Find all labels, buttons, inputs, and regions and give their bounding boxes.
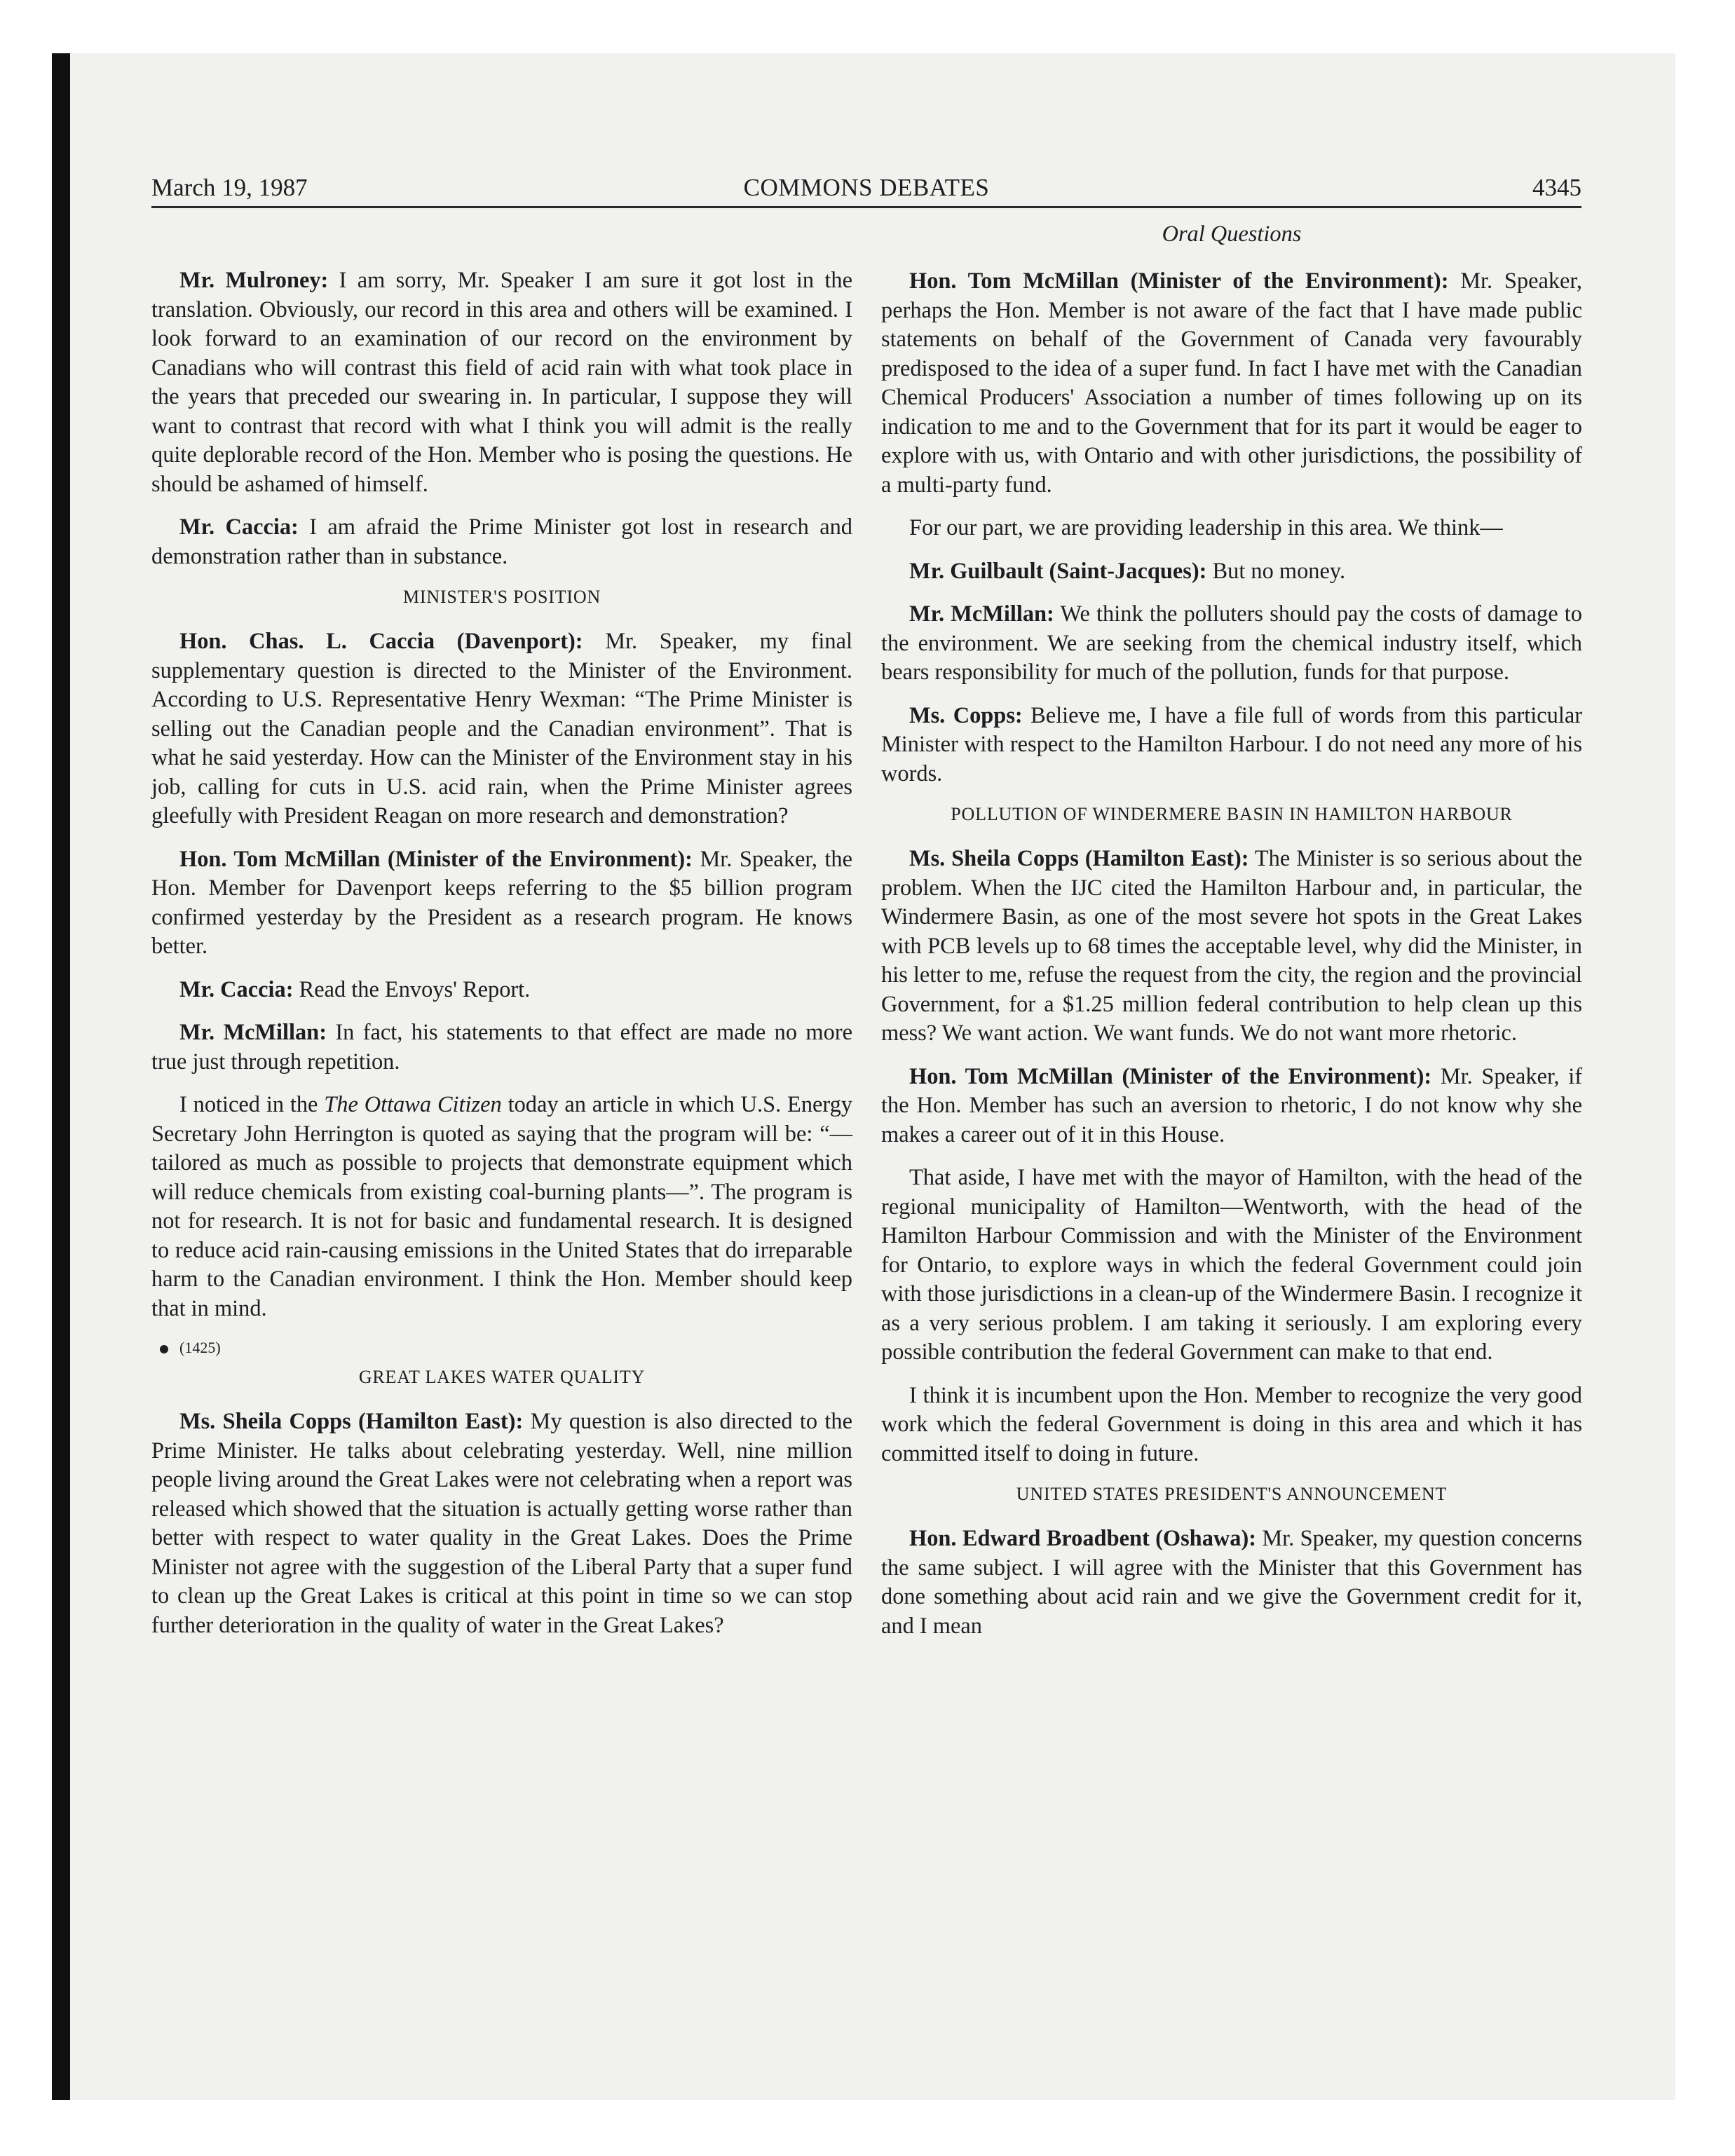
paragraph xyxy=(151,845,852,962)
speech-text: Mr. Speaker, my final supplementary question is directed to the Minister of the Environment. According to U.S. Representative Henry Wexman: “The Prime Minister is selling out the Canadian people and the Canadian environment”. That is what he said yesterday. How can the Minister of the Environment stay in his job, calling for cuts in U.S. acid rain, when the Prime Minister agrees gleefully with President Reagan on more research and demonstration? xyxy=(151,629,852,828)
speaker-name: Mr. McMillan: xyxy=(909,601,1054,627)
speech-text: In fact, his statements to that effect are made no more true just through repetition. xyxy=(151,1020,852,1074)
section-heading: POLLUTION OF WINDERMERE BASIN IN HAMILTON HARBOUR xyxy=(951,804,1513,824)
speech-text: Mr. Speaker, the Hon. Member for Davenport keeps referring to the $5 billion program confirmed yesterday by the President as a research program. He knows better. xyxy=(151,846,852,959)
paragraph xyxy=(881,702,1582,789)
speaker-name: Hon. Tom McMillan (Minister of the Environment): xyxy=(909,1063,1432,1089)
speech-text: But no money. xyxy=(1206,558,1346,584)
header-date: March 19, 1987 xyxy=(151,174,308,201)
paragraph xyxy=(151,1091,852,1323)
paragraph xyxy=(151,266,852,499)
scan-edge xyxy=(52,53,70,2100)
paragraph xyxy=(151,1407,852,1640)
paragraph xyxy=(881,557,1582,587)
column-spacer xyxy=(151,220,852,266)
speech-text: I am afraid the Prime Minister got lost in research and demonstration rather than in substance. xyxy=(151,514,852,569)
paragraph xyxy=(881,600,1582,688)
speaker-name: Hon. Tom McMillan (Minister of the Environment): xyxy=(179,846,693,872)
speaker-name: Ms. Sheila Copps (Hamilton East): xyxy=(179,1409,524,1434)
paragraph xyxy=(881,1381,1582,1469)
speaker-name: Ms. Sheila Copps (Hamilton East): xyxy=(909,846,1249,871)
bullet-icon xyxy=(160,1345,168,1353)
time-marker xyxy=(160,1337,852,1358)
section-heading: UNITED STATES PRESIDENT'S ANNOUNCEMENT xyxy=(1016,1484,1448,1504)
speech-text: Mr. Speaker, perhaps the Hon. Member is not aware of the fact that I have made public statements on behalf of the Government of Canada very favourably predisposed to the idea of a super fund. In fact I have met with the Canadian Chemical Producers' Association a number of times following up on its indication to me and to the Government that for its part it would be eager to explore with us, with Ontario and with other jurisdictions, the possibility of a multi-party fund. xyxy=(881,268,1583,498)
section-heading: GREAT LAKES WATER QUALITY xyxy=(358,1367,646,1387)
speaker-name: Hon. Chas. L. Caccia (Davenport): xyxy=(179,629,583,654)
speech-text: We think the polluters should pay the costs of damage to the environment. We are seeking from the chemical industry itself, which bears responsibility for much of the pollution, funds for that purpose. xyxy=(881,601,1583,685)
paragraph xyxy=(881,1524,1582,1641)
section-heading: MINISTER'S POSITION xyxy=(402,587,601,607)
speaker-name: Hon. Tom McMillan (Minister of the Environment): xyxy=(909,268,1449,294)
speaker-name: Mr. Guilbault (Saint-Jacques): xyxy=(909,558,1207,584)
speaker-name: Mr. McMillan: xyxy=(179,1020,327,1045)
speech-text: I am sorry, Mr. Speaker I am sure it got lost in the translation. Obviously, our record in this area and others will be examined. I look forward to an examination of our record on the environment by Canadians who will contrast this field of acid rain with what took place in the years that preceded our swearing in. In particular, I suppose they will want to contrast that record with what I think you will admit is the really quite deplorable record of the Hon. Member who is posing the questions. He should be ashamed of himself. xyxy=(151,268,852,497)
paragraph xyxy=(881,267,1582,500)
paragraph xyxy=(881,1063,1582,1150)
paragraph xyxy=(881,1164,1582,1367)
speech-text: Mr. Speaker, if the Hon. Member has such an aversion to rhetoric, I do not know why she makes a career out of it in this House. xyxy=(881,1063,1582,1147)
column-title: Oral Questions xyxy=(1162,221,1302,247)
speaker-name: Ms. Copps: xyxy=(909,702,1023,728)
newspaper-title: The Ottawa Citizen xyxy=(324,1092,502,1117)
paragraph xyxy=(151,513,852,571)
right-column xyxy=(881,220,1582,1655)
speech-text: I think it is incumbent upon the Hon. Member to recognize the very good work which the federal Government is doing in this area and which it has committed itself to doing in future. xyxy=(881,1382,1582,1466)
speech-text: Mr. Speaker, my question concerns the same subject. I will agree with the Minister that this Government has done something about acid rain and we give the Government credit for it, and I mean xyxy=(881,1526,1582,1639)
speech-text: That aside, I have met with the mayor of Hamilton, with the head of the regional municipality of Hamilton—Wentworth, with the head of the Hamilton Harbour Commission and with the Minister of the Environment for Ontario, to explore ways in which the federal Government could join with those jurisdictions in a clean-up of the Windermere Basin. I recognize it as a very serious problem. I am taking it seriously. I am exploring every possible contribution the federal Government can make to that end. xyxy=(881,1165,1582,1365)
paragraph xyxy=(151,627,852,831)
speech-text: today an article in which U.S. Energy Secretary John Herrington is quoted as saying that the program will be: “—tailored as much as possible to projects that demonstrate equipment which will reduce chemicals from existing coal-burning plants—”. The program is not for research. It is not for basic and fundamental research. It is designed to reduce acid rain-causing emissions in the United States that do irreparable harm to the Canadian environment. I think the Hon. Member should keep that in mind. xyxy=(151,1092,853,1321)
page-header xyxy=(151,172,1581,208)
paragraph xyxy=(151,1018,852,1077)
left-column xyxy=(151,220,852,1654)
speech-text: Read the Envoys' Report. xyxy=(293,976,531,1002)
paragraph xyxy=(151,976,852,1005)
header-title: COMMONS DEBATES xyxy=(743,174,990,201)
speech-text: The Minister is so serious about the problem. When the IJC cited the Hamilton Harbour and, in particular, the Windermere Basin, as one of the most severe hot spots in the Great Lakes with PCB levels up to 68 times the acceptable level, why did the Minister, in his letter to me, refuse the request from the city, the region and the provincial Government, for a $1.25 million federal contribution to help clean up this mess? We want action. We want funds. We do not want more rhetoric. xyxy=(881,846,1582,1046)
header-page-number: 4345 xyxy=(1532,174,1581,201)
speech-text: For our part, we are providing leadership in this area. We think— xyxy=(909,515,1503,540)
speech-text: My question is also directed to the Prime Minister. He talks about celebrating yesterday. Well, nine million people living around the Great Lakes were not celebrating when a report was released which showed that the situation is actually getting worse rather than better with respect to water quality in the Great Lakes. Does the Prime Minister not agree with the suggestion of the Liberal Party that a super fund to clean up the Great Lakes is critical at this point in time so we can stop further deterioration in the quality of water in the Great Lakes? xyxy=(151,1409,853,1638)
speech-text: Believe me, I have a file full of words from this particular Minister with respect to the Hamilton Harbour. I do not need any more of his words. xyxy=(881,702,1582,786)
paragraph xyxy=(881,845,1582,1049)
speaker-name: Mr. Caccia: xyxy=(179,976,294,1002)
time-stamp: (1425) xyxy=(179,1339,221,1356)
speaker-name: Mr. Mulroney: xyxy=(179,268,329,293)
speaker-name: Mr. Caccia: xyxy=(179,514,299,540)
speech-text: I noticed in the xyxy=(179,1092,325,1117)
speaker-name: Hon. Edward Broadbent (Oshawa): xyxy=(909,1526,1257,1551)
paragraph xyxy=(881,514,1582,543)
